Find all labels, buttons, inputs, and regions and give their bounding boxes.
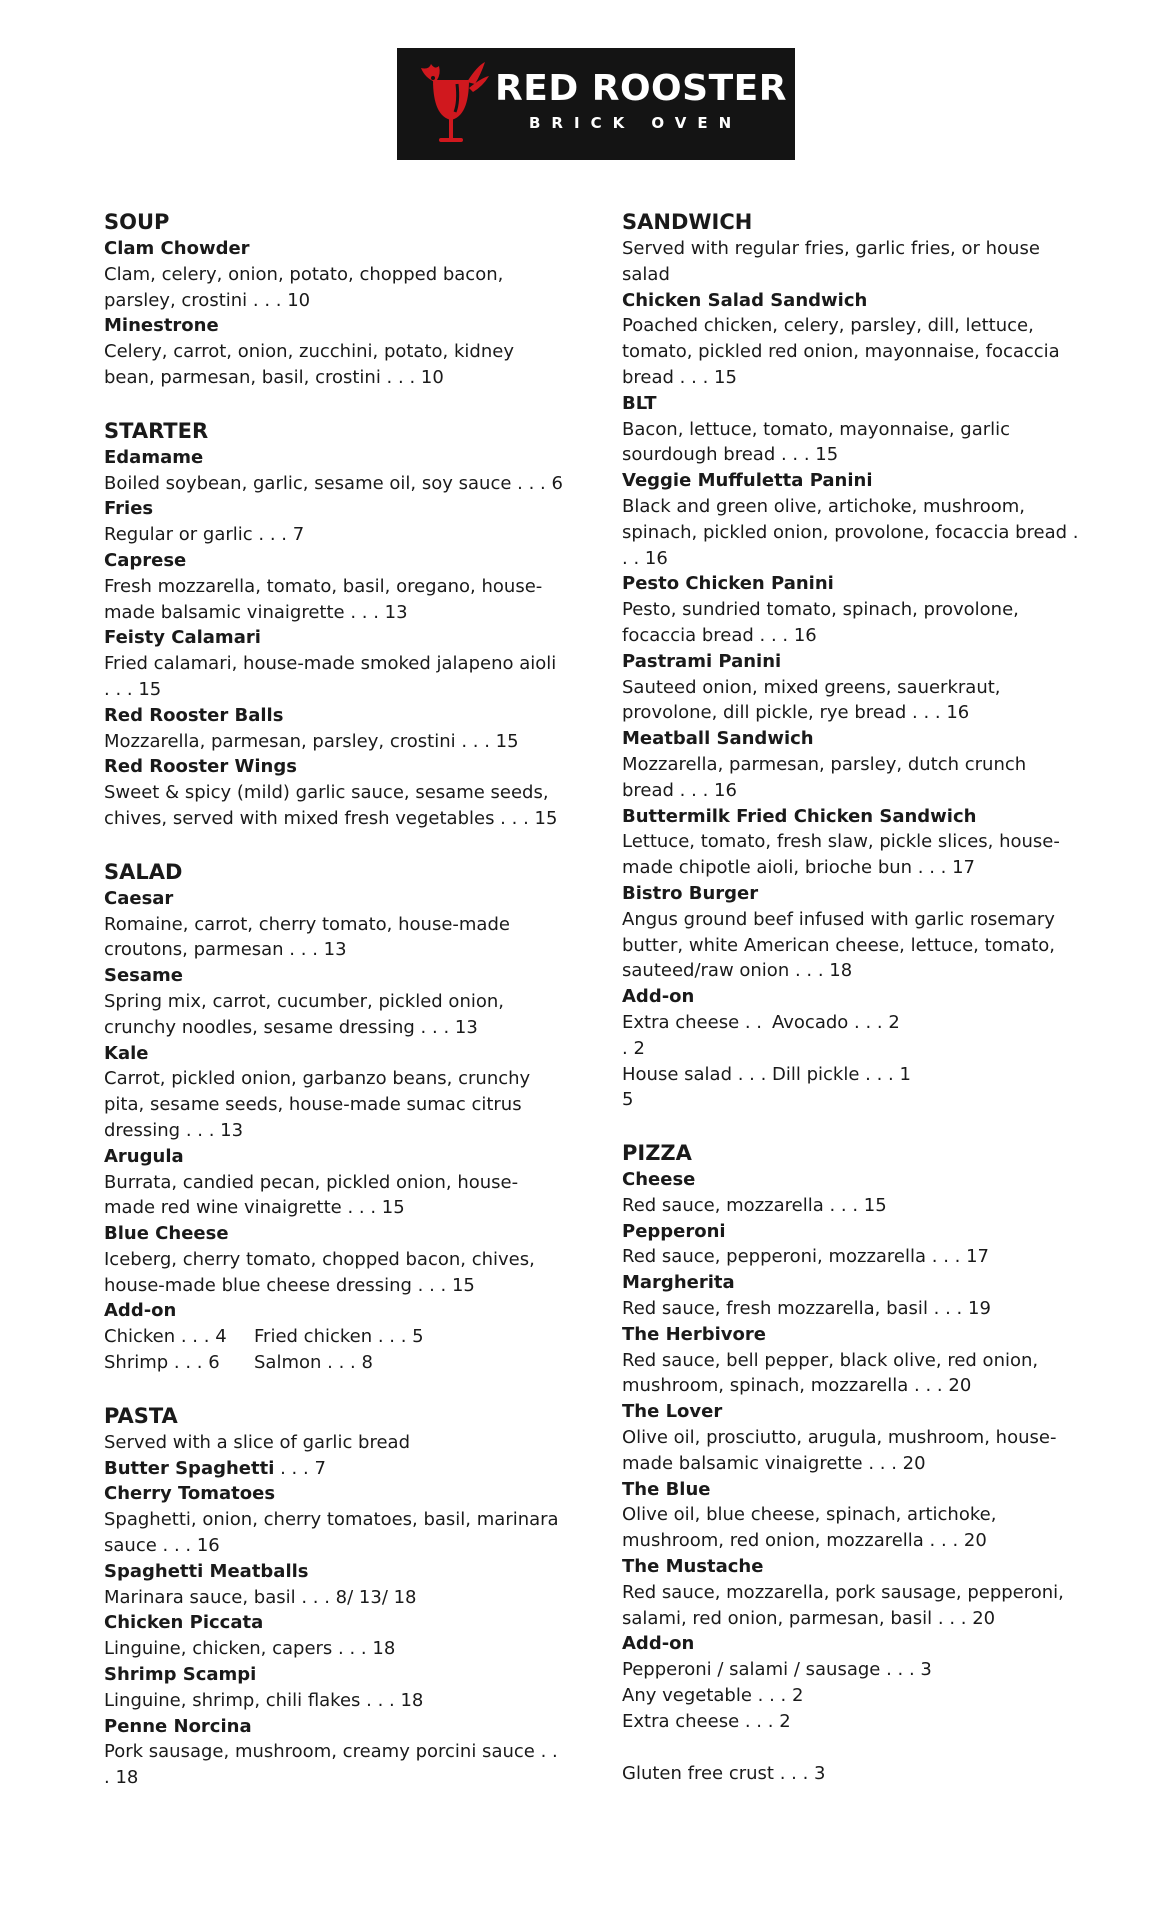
item-price: . . . 7 [274, 1457, 326, 1479]
section-sandwich [622, 208, 1082, 1113]
section-title: SALAD [104, 859, 183, 884]
item-name: Caesar [104, 887, 174, 909]
item-description: Pork sausage, mushroom, creamy porcini sauce . . . 18 [104, 1741, 558, 1789]
addon-block [622, 1631, 1082, 1734]
addon-option: Pepperoni / salami / sausage . . . 3 [622, 1659, 932, 1681]
item-description: Sauteed onion, mixed greens, sauerkraut, provolone, dill pickle, rye bread . . . 16 [622, 676, 1001, 724]
menu-item [622, 391, 1082, 468]
menu-item [104, 445, 564, 497]
menu-item [104, 236, 564, 313]
item-description: Black and green olive, artichoke, mushroom, spinach, pickled onion, provolone, focaccia bread . . . 16 [622, 495, 1079, 569]
menu-item [622, 571, 1082, 648]
menu-item [104, 1456, 564, 1482]
item-name: Penne Norcina [104, 1715, 252, 1737]
addon-option: Fried chicken . . . 5 [254, 1326, 424, 1348]
item-name: Arugula [104, 1145, 184, 1167]
item-description: Mozzarella, parmesan, parsley, crostini . . . 15 [104, 730, 519, 752]
menu-item [622, 288, 1082, 391]
addon-option: Salmon . . . 8 [254, 1352, 373, 1374]
addon-option: Avocado . . . 2 [772, 1011, 900, 1033]
menu-item [622, 1167, 1082, 1219]
addon-option: Any vegetable . . . 2 [622, 1685, 804, 1707]
item-name: Minestrone [104, 315, 219, 337]
menu-item [104, 1610, 564, 1662]
item-description: Iceberg, cherry tomato, chopped bacon, chives, house-made blue cheese dressing . . . 15 [104, 1248, 535, 1296]
menu-item [104, 625, 564, 702]
item-description: Regular or garlic . . . 7 [104, 524, 305, 546]
section-intro: Served with regular fries, garlic fries, or house salad [622, 238, 1040, 285]
item-name: Blue Cheese [104, 1223, 229, 1245]
right-column [622, 208, 1082, 1812]
item-description: Red sauce, mozzarella . . . 15 [622, 1194, 887, 1216]
addon-option: House salad . . . 5 [622, 1063, 767, 1111]
item-description: Red sauce, mozzarella, pork sausage, pepperoni, salami, red onion, parmesan, basil . . . 20 [622, 1581, 1064, 1629]
logo [397, 48, 795, 160]
menu-item [104, 1662, 564, 1714]
menu-item [104, 703, 564, 755]
item-name: Meatball Sandwich [622, 728, 814, 750]
item-name: Margherita [622, 1272, 735, 1294]
menu-item [104, 1559, 564, 1611]
item-name: Pepperoni [622, 1220, 726, 1242]
logo-title: RED ROOSTER [495, 68, 787, 109]
item-description: Bacon, lettuce, tomato, mayonnaise, garlic sourdough bread . . . 15 [622, 418, 1011, 466]
item-name: Bistro Burger [622, 882, 759, 904]
item-description: Olive oil, blue cheese, spinach, artichoke, mushroom, red onion, mozzarella . . . 20 [622, 1504, 997, 1552]
addon-block [622, 984, 1082, 1113]
item-name: The Blue [622, 1478, 711, 1500]
section-title: PASTA [104, 1403, 178, 1428]
menu-item [622, 804, 1082, 881]
section-title: SANDWICH [622, 210, 753, 234]
item-name: Red Rooster Wings [104, 756, 297, 778]
item-description: Burrata, candied pecan, pickled onion, house-made red wine vinaigrette . . . 15 [104, 1171, 519, 1219]
item-description: Spring mix, carrot, cucumber, pickled onion, crunchy noodles, sesame dressing . . . 13 [104, 990, 504, 1038]
item-name: Red Rooster Balls [104, 704, 284, 726]
menu-item [104, 754, 564, 831]
item-name: Pesto Chicken Panini [622, 573, 834, 595]
section-soup [104, 208, 564, 391]
section-intro: Served with a slice of garlic bread [104, 1431, 411, 1453]
addon-option: Dill pickle . . . 1 [772, 1063, 911, 1085]
left-column [104, 208, 564, 1817]
item-description: Red sauce, fresh mozzarella, basil . . . 19 [622, 1298, 991, 1320]
logo-subtitle: BRICK OVEN [529, 114, 743, 132]
menu-item [622, 1554, 1082, 1631]
menu-item [622, 468, 1082, 571]
addon-option: Extra cheese . . . 2 [622, 1710, 791, 1732]
menu-item [104, 548, 564, 625]
item-description: Sweet & spicy (mild) garlic sauce, sesame seeds, chives, served with mixed fresh vegetables . . . 15 [104, 782, 558, 829]
item-description: Angus ground beef infused with garlic rosemary butter, white American cheese, lettuce, tomato, sauteed/raw onion . . . 18 [622, 908, 1056, 982]
section-title: SOUP [104, 210, 170, 234]
item-description: Fresh mozzarella, tomato, basil, oregano, house-made balsamic vinaigrette . . . 13 [104, 575, 543, 623]
menu-item [622, 1219, 1082, 1271]
item-name: Buttermilk Fried Chicken Sandwich [622, 805, 977, 827]
menu-item [104, 313, 564, 390]
gluten-free-note: Gluten free crust . . . 3 [622, 1762, 826, 1784]
menu-item [104, 1041, 564, 1144]
item-name: Caprese [104, 549, 187, 571]
item-description: Carrot, pickled onion, garbanzo beans, crunchy pita, sesame seeds, house-made sumac citrus dressing . . . 13 [104, 1068, 531, 1141]
item-name: Cheese [622, 1169, 696, 1191]
item-description: Poached chicken, celery, parsley, dill, lettuce, tomato, pickled red onion, mayonnaise, focaccia bread . . . 15 [622, 315, 1060, 388]
menu-item [622, 1477, 1082, 1554]
menu-item [104, 496, 564, 548]
item-name: Butter Spaghetti [104, 1457, 275, 1479]
item-description: Romaine, carrot, cherry tomato, house-made croutons, parmesan . . . 13 [104, 913, 510, 961]
item-name: The Lover [622, 1401, 723, 1423]
menu-item [104, 1481, 564, 1558]
item-name: Fries [104, 498, 154, 520]
item-description: Pesto, sundried tomato, spinach, provolone, focaccia bread . . . 16 [622, 599, 1019, 646]
item-name: The Herbivore [622, 1323, 766, 1345]
section-pizza [622, 1139, 1082, 1786]
addon-row [104, 1350, 564, 1376]
section-title: STARTER [104, 418, 209, 443]
addon-row [104, 1324, 564, 1350]
menu-item [622, 1322, 1082, 1399]
addon-title: Add-on [104, 1300, 177, 1322]
item-name: Chicken Salad Sandwich [622, 289, 868, 311]
menu-item [104, 1714, 564, 1791]
item-name: Veggie Muffuletta Panini [622, 470, 873, 492]
item-name: Kale [104, 1042, 149, 1064]
section-pasta [104, 1402, 564, 1791]
addon-block [104, 1298, 564, 1375]
item-name: Shrimp Scampi [104, 1664, 257, 1686]
addon-row [622, 1010, 1082, 1062]
section-starter [104, 417, 564, 832]
item-name: Chicken Piccata [104, 1612, 264, 1634]
item-description: Marinara sauce, basil . . . 8/ 13/ 18 [104, 1586, 417, 1608]
item-description: Red sauce, bell pepper, black olive, red onion, mushroom, spinach, mozzarella . . . 20 [622, 1349, 1039, 1397]
item-name: Spaghetti Meatballs [104, 1560, 309, 1582]
menu-item [622, 649, 1082, 726]
addon-title: Add-on [622, 986, 695, 1008]
item-description: Linguine, shrimp, chili flakes . . . 18 [104, 1689, 424, 1711]
item-description: Olive oil, prosciutto, arugula, mushroom, house-made balsamic vinaigrette . . . 20 [622, 1427, 1057, 1474]
item-description: Celery, carrot, onion, zucchini, potato, kidney bean, parmesan, basil, crostini . . . 10 [104, 341, 514, 388]
item-name: Feisty Calamari [104, 627, 261, 649]
item-description: Spaghetti, onion, cherry tomatoes, basil, marinara sauce . . . 16 [104, 1509, 559, 1557]
section-title: PIZZA [622, 1141, 692, 1166]
addon-row [622, 1062, 1082, 1114]
menu-item [622, 1399, 1082, 1476]
item-description: Clam, celery, onion, potato, chopped bacon, parsley, crostini . . . 10 [104, 263, 504, 311]
addon-title: Add-on [622, 1633, 695, 1655]
menu-item [622, 726, 1082, 803]
item-name: BLT [622, 392, 657, 414]
menu-item [622, 1270, 1082, 1322]
section-salad [104, 858, 564, 1376]
addon-option: Chicken . . . 4 [104, 1326, 227, 1348]
item-description: Red sauce, pepperoni, mozzarella . . . 17 [622, 1246, 989, 1268]
menu-item [622, 881, 1082, 984]
menu-item [104, 886, 564, 963]
item-name: Pastrami Panini [622, 650, 782, 672]
item-description: Boiled soybean, garlic, sesame oil, soy sauce . . . 6 [104, 472, 563, 494]
item-name: Clam Chowder [104, 238, 250, 259]
addon-option: Extra cheese . . . 2 [622, 1011, 763, 1059]
menu-item [104, 1144, 564, 1221]
item-description: Linguine, chicken, capers . . . 18 [104, 1638, 396, 1660]
item-name: Edamame [104, 446, 204, 468]
item-name: The Mustache [622, 1556, 764, 1578]
item-description: Fried calamari, house-made smoked jalapeno aioli . . . 15 [104, 653, 557, 700]
menu-item [104, 963, 564, 1040]
addon-option: Shrimp . . . 6 [104, 1352, 220, 1374]
item-description: Lettuce, tomato, fresh slaw, pickle slices, house-made chipotle aioli, brioche bun . . . 17 [622, 831, 1060, 879]
item-name: Cherry Tomatoes [104, 1483, 276, 1505]
menu-item [104, 1221, 564, 1298]
item-description: Mozzarella, parmesan, parsley, dutch crunch bread . . . 16 [622, 753, 1027, 801]
rooster-wineglass-icon [411, 58, 491, 150]
item-name: Sesame [104, 965, 183, 987]
